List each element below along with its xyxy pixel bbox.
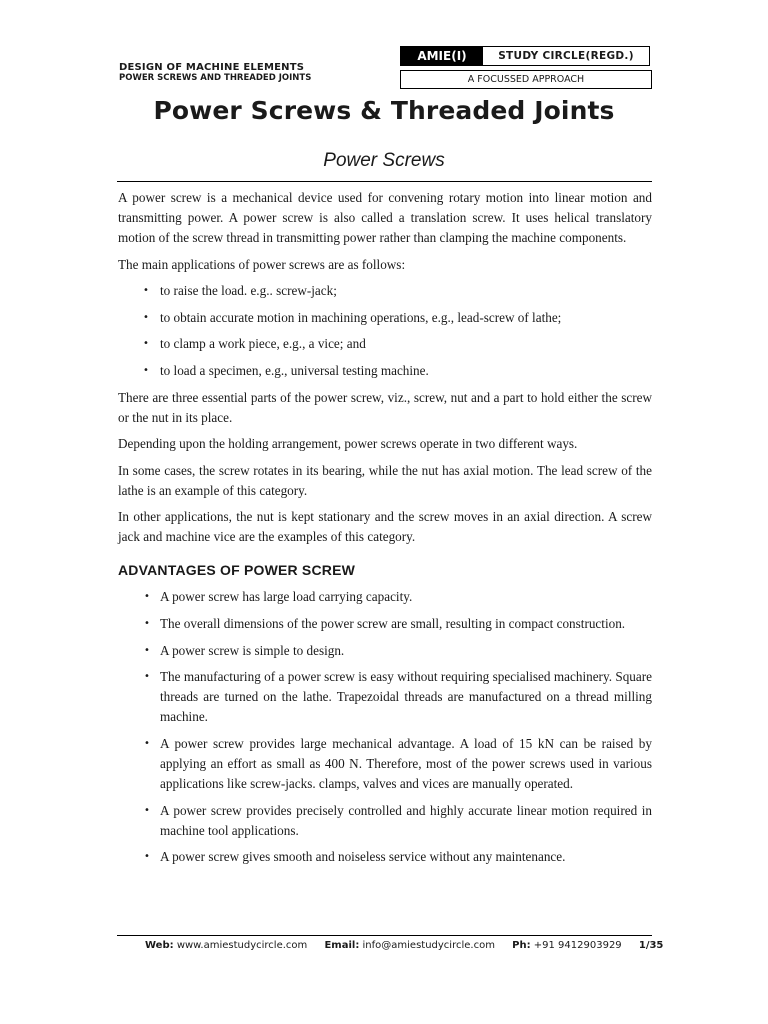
- page-footer: [145, 940, 663, 951]
- tagline-box: A FOCUSSED APPROACH: [400, 70, 652, 89]
- email-link[interactable]: info@amiestudycircle.com: [362, 940, 495, 951]
- page-title: Power Screws & Threaded Joints: [153, 96, 615, 125]
- list-item: • The overall dimensions of the power screw are small, resulting in compact construction.: [118, 614, 652, 634]
- applications-intro: The main applications of power screws are as follows:: [118, 256, 406, 272]
- phone-label: Ph:: [512, 940, 531, 951]
- topic-name: POWER SCREWS AND THREADED JOINTS: [119, 72, 312, 83]
- list-item: • to clamp a work piece, e.g., a vice; and: [118, 334, 652, 354]
- bullet-icon: •: [144, 804, 150, 816]
- document-body: [118, 188, 652, 874]
- bullet-icon: •: [143, 285, 149, 296]
- list-item: • to raise the load. e.g.. screw-jack;: [118, 281, 652, 301]
- body-paragraph: Depending upon the holding arrangement, power screws operate in two different ways.: [118, 436, 578, 452]
- page-number: 1/35: [638, 940, 664, 951]
- advantages-list: [118, 587, 652, 867]
- intro-paragraph: A power screw is a mechanical device used for convening rotary motion into linear motion and transmitting power. A power screw is also called a translation screw. It uses helical translatory motion of the screw thread in transmitting power rather than clamping the machine components.: [118, 190, 652, 245]
- list-item: • to load a specimen, e.g., universal testing machine.: [118, 361, 652, 381]
- publisher-box: [400, 46, 650, 66]
- header-left: [119, 62, 311, 83]
- title-divider: [117, 181, 652, 182]
- study-circle-label: STUDY CIRCLE(REGD.): [498, 50, 634, 62]
- web-link[interactable]: www.amiestudycircle.com: [176, 940, 308, 951]
- list-item: • The manufacturing of a power screw is easy without requiring specialised machinery. Square threads are turned on the lathe. Trapezoidal threads are manufactured on a thread milling machine.: [144, 669, 652, 725]
- bullet-icon: •: [144, 851, 150, 863]
- body-paragraph: In some cases, the screw rotates in its bearing, while the nut has axial motion. The lead screw of the lathe is an example of this category.: [118, 462, 652, 498]
- web-label: Web:: [145, 940, 174, 951]
- advantages-heading: ADVANTAGES OF POWER SCREW: [118, 562, 356, 579]
- list-item: • A power screw provides precisely controlled and highly accurate linear motion required in machine tool applications.: [144, 802, 652, 838]
- body-paragraph: In other applications, the nut is kept stationary and the screw moves in an axial direction. A screw jack and machine vice are the examples of this category.: [118, 509, 652, 545]
- bullet-icon: •: [143, 311, 149, 323]
- bullet-icon: •: [144, 671, 150, 683]
- footer-divider: [117, 935, 652, 936]
- bullet-icon: •: [144, 738, 150, 749]
- list-item: • A power screw is simple to design.: [118, 641, 652, 661]
- list-item: • A power screw provides large mechanical advantage. A load of 15 kN can be raised by applying an effort as small as 400 N. Therefore, most of the power screws used in various applications like screw-jacks. clamps, valves and vices are manually operated.: [144, 736, 652, 791]
- list-item: • A power screw has large load carrying capacity.: [118, 587, 652, 607]
- bullet-icon: •: [143, 365, 149, 377]
- amie-label: AMIE(I): [401, 47, 483, 65]
- bullet-icon: •: [143, 338, 149, 350]
- bullet-icon: •: [144, 591, 150, 603]
- body-paragraph: There are three essential parts of the power screw, viz., screw, nut and a part to hold either the screw or the nut in its place.: [118, 389, 652, 425]
- phone-number: +91 9412903929: [533, 940, 622, 951]
- list-item: • A power screw gives smooth and noiseless service without any maintenance.: [118, 847, 652, 867]
- list-item: • to obtain accurate motion in machining operations, e.g., lead-screw of lathe;: [118, 308, 652, 328]
- bullet-icon: •: [144, 617, 150, 629]
- bullet-icon: •: [144, 644, 150, 656]
- email-label: Email:: [324, 940, 360, 951]
- applications-list: [118, 281, 652, 381]
- course-name: DESIGN OF MACHINE ELEMENTS: [119, 62, 305, 73]
- section-subtitle: Power Screws: [323, 150, 445, 171]
